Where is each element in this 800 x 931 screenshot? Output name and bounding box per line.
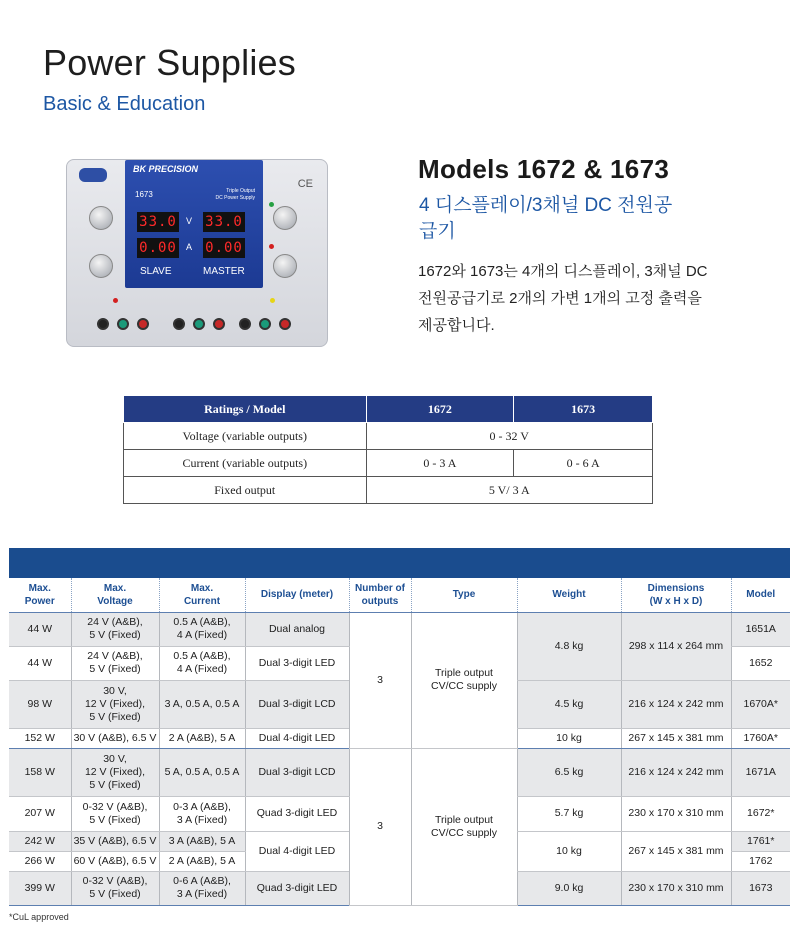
status-led-icon xyxy=(113,298,118,303)
status-led-icon xyxy=(269,202,274,207)
device-description xyxy=(216,188,255,202)
weight-cell: 4.8 kg xyxy=(517,612,621,680)
spec-header-cell: Model xyxy=(731,578,790,612)
weight-cell: 9.0 kg xyxy=(517,871,621,905)
model-cell: 1672* xyxy=(731,796,790,831)
display-panel xyxy=(125,160,263,288)
model-cell: 1762 xyxy=(731,851,790,871)
terminal-jack-icon xyxy=(97,318,109,330)
model-cell: 1670A* xyxy=(731,680,790,728)
current-cell: 0-6 A (A&B), 3 A (Fixed) xyxy=(159,871,245,905)
outputs-cell: 3 xyxy=(349,748,411,905)
status-led-icon xyxy=(270,298,275,303)
spec-table-banner xyxy=(9,548,790,578)
model-cell: 1673 xyxy=(731,871,790,905)
model-cell: 1671A xyxy=(731,748,790,796)
power-cell: 98 W xyxy=(9,680,71,728)
power-button-icon xyxy=(79,168,107,182)
ground-jack-icon xyxy=(193,318,205,330)
current-cell: 0.5 A (A&B), 4 A (Fixed) xyxy=(159,612,245,646)
display-cell: Dual 3-digit LED xyxy=(245,646,349,680)
ratings-value: 0 - 3 A xyxy=(366,450,514,477)
status-led-icon xyxy=(269,244,274,249)
models-subheading: 4 디스플레이/3채널 DC 전원공급기 xyxy=(419,195,673,242)
outputs-cell: 3 xyxy=(349,612,411,748)
device-desc-line1: Triple Output xyxy=(226,188,255,194)
type-cell: Triple output CV/CC supply xyxy=(411,748,517,905)
slave-label: SLAVE xyxy=(140,266,172,277)
weight-cell: 5.7 kg xyxy=(517,796,621,831)
power-cell: 158 W xyxy=(9,748,71,796)
power-cell: 44 W xyxy=(9,646,71,680)
current-cell: 0-3 A (A&B), 3 A (Fixed) xyxy=(159,796,245,831)
spec-table xyxy=(9,578,790,906)
master-current-display: 0.00 xyxy=(203,238,245,258)
power-cell: 44 W xyxy=(9,612,71,646)
ratings-value: 5 V/ 3 A xyxy=(366,477,652,504)
display-cell: Dual 4-digit LED xyxy=(245,831,349,871)
table-row xyxy=(9,612,790,646)
master-label: MASTER xyxy=(203,266,245,277)
voltage-cell: 30 V, 12 V (Fixed), 5 V (Fixed) xyxy=(71,680,159,728)
table-row xyxy=(9,748,790,796)
terminal-jack-icon xyxy=(213,318,225,330)
ratings-header-row xyxy=(124,396,653,423)
dimensions-cell: 216 x 124 x 242 mm xyxy=(621,748,731,796)
model-cell: 1651A xyxy=(731,612,790,646)
power-cell: 242 W xyxy=(9,831,71,851)
volt-unit-label: V xyxy=(186,216,193,226)
display-cell: Quad 3-digit LED xyxy=(245,796,349,831)
dimensions-cell: 267 x 145 x 381 mm xyxy=(621,831,731,871)
spec-header-cell: Number of outputs xyxy=(349,578,411,612)
current-knob-master-icon xyxy=(273,254,297,278)
power-cell: 207 W xyxy=(9,796,71,831)
terminal-jack-icon xyxy=(279,318,291,330)
weight-cell: 6.5 kg xyxy=(517,748,621,796)
device-desc-line2: DC Power Supply xyxy=(215,195,255,201)
voltage-cell: 35 V (A&B), 6.5 V xyxy=(71,831,159,851)
spec-header-cell: Max. Power xyxy=(9,578,71,612)
page-subtitle: Basic & Education xyxy=(43,93,206,115)
terminal-jack-icon xyxy=(173,318,185,330)
page-title: Power Supplies xyxy=(43,42,296,83)
voltage-cell: 0-32 V (A&B), 5 V (Fixed) xyxy=(71,871,159,905)
voltage-knob-master-icon xyxy=(273,206,297,230)
current-cell: 2 A (A&B), 5 A xyxy=(159,728,245,748)
current-cell: 5 A, 0.5 A, 0.5 A xyxy=(159,748,245,796)
spec-header-cell: Type xyxy=(411,578,517,612)
ratings-value: 0 - 32 V xyxy=(366,423,652,450)
display-cell: Dual 4-digit LED xyxy=(245,728,349,748)
ratings-value: 0 - 6 A xyxy=(514,450,653,477)
footnote: *CuL approved xyxy=(9,912,69,922)
voltage-cell: 24 V (A&B), 5 V (Fixed) xyxy=(71,612,159,646)
ratings-row xyxy=(124,477,653,504)
terminal-jack-icon xyxy=(239,318,251,330)
dimensions-cell: 267 x 145 x 381 mm xyxy=(621,728,731,748)
ratings-table xyxy=(123,395,653,504)
voltage-cell: 24 V (A&B), 5 V (Fixed) xyxy=(71,646,159,680)
type-cell: Triple output CV/CC supply xyxy=(411,612,517,748)
brand-logo: BK PRECISION xyxy=(133,164,199,174)
device-model-number: 1673 xyxy=(135,190,153,199)
amp-unit-label: A xyxy=(186,242,193,252)
ratings-header-cell: Ratings / Model xyxy=(124,396,367,423)
ratings-label: Current (variable outputs) xyxy=(124,450,367,477)
spec-header-cell: Max. Current xyxy=(159,578,245,612)
models-heading: Models 1672 & 1673 xyxy=(418,154,670,184)
slave-voltage-display: 33.0 xyxy=(137,212,179,232)
ratings-row xyxy=(124,450,653,477)
voltage-cell: 30 V (A&B), 6.5 V xyxy=(71,728,159,748)
ratings-label: Fixed output xyxy=(124,477,367,504)
dimensions-cell: 230 x 170 x 310 mm xyxy=(621,871,731,905)
voltage-knob-slave-icon xyxy=(89,206,113,230)
spec-header-row xyxy=(9,578,790,612)
ground-jack-icon xyxy=(259,318,271,330)
weight-cell: 10 kg xyxy=(517,728,621,748)
spec-header-cell: Weight xyxy=(517,578,621,612)
voltage-cell: 0-32 V (A&B), 5 V (Fixed) xyxy=(71,796,159,831)
ratings-label: Voltage (variable outputs) xyxy=(124,423,367,450)
voltage-cell: 30 V, 12 V (Fixed), 5 V (Fixed) xyxy=(71,748,159,796)
display-cell: Dual analog xyxy=(245,612,349,646)
slave-current-display: 0.00 xyxy=(137,238,179,258)
dimensions-cell: 230 x 170 x 310 mm xyxy=(621,796,731,831)
display-cell: Dual 3-digit LCD xyxy=(245,748,349,796)
spec-header-cell: Display (meter) xyxy=(245,578,349,612)
current-cell: 2 A (A&B), 5 A xyxy=(159,851,245,871)
power-cell: 399 W xyxy=(9,871,71,905)
ground-jack-icon xyxy=(117,318,129,330)
voltage-cell: 60 V (A&B), 6.5 V xyxy=(71,851,159,871)
spec-header-cell: Dimensions (W x H x D) xyxy=(621,578,731,612)
current-knob-slave-icon xyxy=(89,254,113,278)
display-cell: Quad 3-digit LED xyxy=(245,871,349,905)
ratings-header-cell: 1673 xyxy=(514,396,653,423)
model-cell: 1761* xyxy=(731,831,790,851)
weight-cell: 4.5 kg xyxy=(517,680,621,728)
ce-mark: CE xyxy=(297,178,313,190)
power-supply-image xyxy=(66,159,328,347)
master-voltage-display: 33.0 xyxy=(203,212,245,232)
models-description: 1672와 1673는 4개의 디스플레이, 3채널 DC 전원공급기로 2개의 가변 1개의 고정 출력을 제공합니다. xyxy=(418,263,708,334)
dimensions-cell: 298 x 114 x 264 mm xyxy=(621,612,731,680)
model-cell: 1760A* xyxy=(731,728,790,748)
terminal-jack-icon xyxy=(137,318,149,330)
power-cell: 266 W xyxy=(9,851,71,871)
model-cell: 1652 xyxy=(731,646,790,680)
spec-header-cell: Max. Voltage xyxy=(71,578,159,612)
display-cell: Dual 3-digit LCD xyxy=(245,680,349,728)
ratings-row xyxy=(124,423,653,450)
current-cell: 3 A, 0.5 A, 0.5 A xyxy=(159,680,245,728)
current-cell: 3 A (A&B), 5 A xyxy=(159,831,245,851)
power-cell: 152 W xyxy=(9,728,71,748)
current-cell: 0.5 A (A&B), 4 A (Fixed) xyxy=(159,646,245,680)
ratings-header-cell: 1672 xyxy=(366,396,514,423)
weight-cell: 10 kg xyxy=(517,831,621,871)
dimensions-cell: 216 x 124 x 242 mm xyxy=(621,680,731,728)
